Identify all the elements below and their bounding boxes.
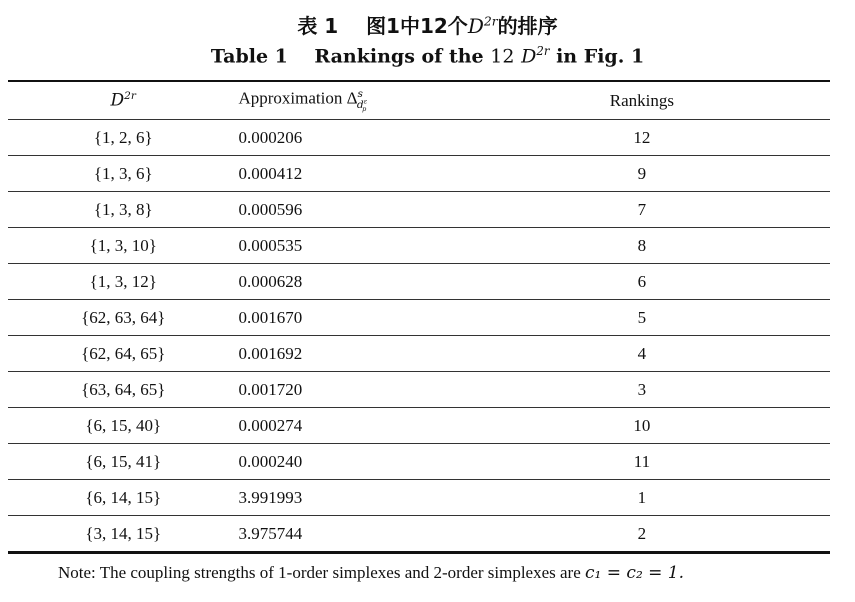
table-row: [8, 516, 830, 553]
cell-approx: 0.001720: [238, 379, 303, 399]
rankings-table: [8, 80, 830, 554]
header-set-symbol: D: [110, 90, 125, 111]
header-approx-label: Approximation Δ: [238, 88, 358, 108]
cell-rank: 11: [633, 451, 651, 471]
cell-approx: 3.975744: [238, 523, 303, 543]
cell-approx: 3.991993: [238, 487, 303, 507]
caption-english: [0, 44, 855, 67]
table-row: [8, 120, 830, 156]
cell-set: {1, 3, 8}: [93, 199, 153, 219]
caption-en-label: Table 1: [210, 45, 288, 68]
caption-cn-text: 图1中12个: [366, 14, 468, 38]
cell-approx: 0.000628: [238, 271, 303, 291]
cell-rank: 7: [637, 199, 647, 219]
cell-set: {6, 15, 41}: [85, 451, 162, 471]
table-row: [8, 408, 830, 444]
cell-approx: 0.000535: [238, 235, 303, 255]
header-approx-sub-sub: p: [362, 105, 367, 114]
cell-set: {6, 15, 40}: [85, 415, 162, 435]
table-row: [8, 300, 830, 336]
table-header-row: [8, 81, 830, 120]
cell-approx: 0.001670: [238, 307, 303, 327]
caption-cn-symbol: D: [467, 14, 484, 38]
caption-en-count: 12: [490, 45, 515, 68]
cell-approx: 0.000240: [238, 451, 303, 471]
header-approx-sup: s: [357, 87, 363, 100]
caption-en-suffix: in Fig. 1: [556, 45, 645, 68]
cell-rank: 6: [637, 271, 647, 291]
caption-cn-label: 表 1: [297, 14, 339, 38]
cell-approx: 0.001692: [238, 343, 303, 363]
table-row: [8, 480, 830, 516]
cell-set: {62, 63, 64}: [81, 307, 166, 327]
cell-rank: 9: [637, 163, 647, 183]
cell-set: {1, 3, 12}: [89, 271, 157, 291]
cell-set: {6, 14, 15}: [85, 487, 162, 507]
cell-set: {1, 3, 10}: [89, 235, 157, 255]
note-text: Note: The coupling strengths of 1-order simplexes and 2-order simplexes are: [58, 563, 581, 582]
caption-cn-symbol-sup: 2r: [483, 13, 498, 29]
cell-set: {63, 64, 65}: [81, 379, 166, 399]
cell-rank: 2: [637, 523, 647, 543]
table-row: [8, 264, 830, 300]
caption-en-symbol-sup: 2r: [536, 44, 550, 58]
caption-chinese: [0, 10, 855, 39]
cell-set: {1, 2, 6}: [93, 127, 153, 147]
cell-rank: 8: [637, 235, 647, 255]
table-row: [8, 228, 830, 264]
cell-rank: 4: [637, 343, 647, 363]
table-note: [58, 563, 684, 583]
header-set: [8, 81, 238, 120]
cell-rank: 10: [633, 415, 651, 435]
table-row: [8, 156, 830, 192]
table-row: [8, 372, 830, 408]
header-approximation: [238, 81, 373, 120]
header-approx-sub-sup: ε: [363, 97, 368, 106]
cell-approx: 0.000206: [238, 127, 303, 147]
header-approx-sub: d: [356, 98, 364, 111]
caption-cn-suffix: 的排序: [497, 14, 558, 38]
header-rankings: Rankings: [609, 90, 675, 110]
table-row: [8, 192, 830, 228]
cell-approx: 0.000596: [238, 199, 303, 219]
cell-rank: 1: [637, 487, 647, 507]
note-math: c₁ = c₂ = 1.: [585, 563, 685, 583]
cell-rank: 3: [637, 379, 647, 399]
cell-approx: 0.000274: [238, 415, 303, 435]
table-row: [8, 336, 830, 372]
cell-approx: 0.000412: [238, 163, 303, 183]
table-row: [8, 444, 830, 480]
cell-set: {1, 3, 6}: [93, 163, 153, 183]
caption-en-text: Rankings of the: [314, 45, 484, 68]
cell-rank: 12: [633, 127, 651, 147]
header-approx-script: [358, 88, 367, 113]
cell-set: {62, 64, 65}: [81, 343, 166, 363]
header-set-sup: 2r: [124, 90, 136, 103]
cell-rank: 5: [637, 307, 647, 327]
cell-set: {3, 14, 15}: [85, 523, 162, 543]
caption-en-symbol: D: [521, 45, 537, 68]
